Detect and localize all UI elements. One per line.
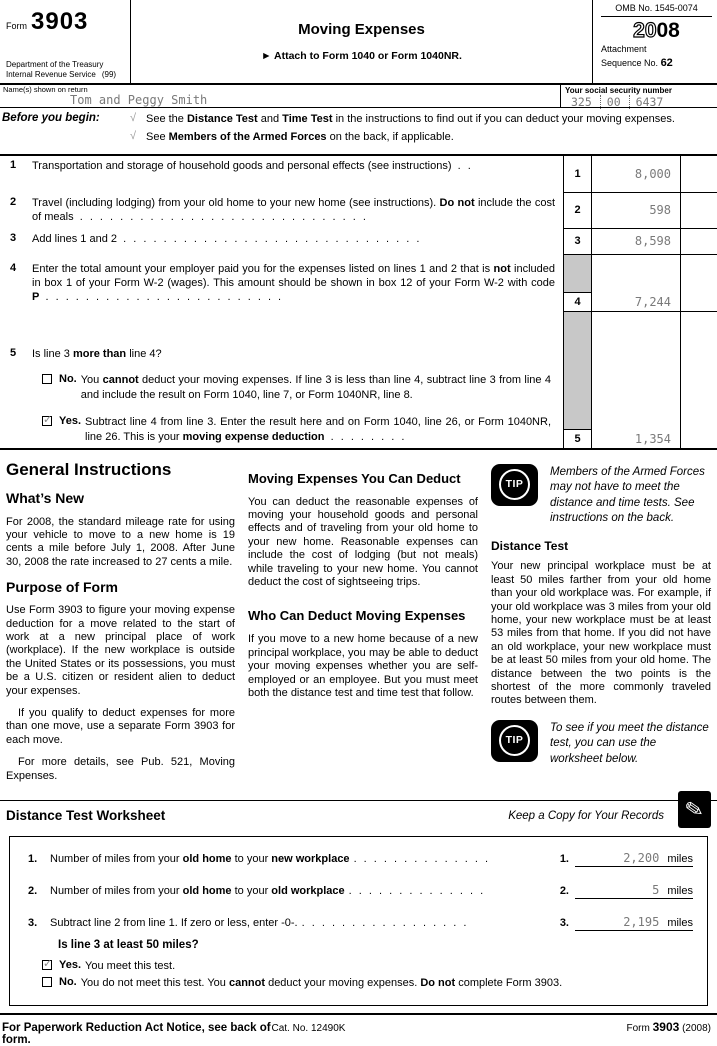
before-you-begin (0, 108, 717, 156)
omb-number: OMB No. 1545-0074 (601, 3, 712, 17)
before-label: Before you begin: (2, 112, 100, 124)
pencil-icon: ✎ (678, 791, 711, 828)
page-title: Moving Expenses (298, 21, 425, 38)
line-1-row (0, 156, 717, 193)
line-3-cents[interactable] (680, 229, 717, 254)
line-1-text: Transportation and storage of household goods and personal effects (see instructions) . . (32, 159, 473, 172)
line-3-number: 3 (10, 231, 17, 244)
deductible-expenses-heading: Moving Expenses You Can Deduct (248, 470, 461, 486)
check-icon: √ (130, 129, 137, 142)
name-field-block (0, 85, 560, 107)
before-item-1-text: See the Distance Test and Time Test in the instructions to find out if you can deduct your moving expenses. (146, 113, 675, 125)
ws-line-2-number: 2. (28, 885, 38, 898)
agency-block (6, 60, 126, 80)
line-2-right (563, 193, 717, 229)
footer-form-number: 3903 (652, 1019, 680, 1034)
arrow-right-icon: ► (261, 50, 272, 62)
tip-icon: TIP (491, 464, 538, 506)
before-item-2-text: See Members of the Armed Forces on the back, if applicable. (146, 130, 454, 143)
yes-option-text: Subtract line 4 from line 3. Enter the result here and on Form 1040, line 26, or Form 1040NR, line 26. This is your moving expense deduction . . . . . . . . (85, 415, 551, 443)
checkmark-icon: ✓ (43, 958, 53, 971)
line-2-left (0, 193, 563, 229)
no-option-text: You cannot deduct your moving expenses. If line 3 is less than line 4, subtract line 3 from line 4 and include the result on Form 1040, line 7, or Form 1040NR, line 8. (80, 373, 551, 401)
form-number-block (0, 0, 131, 83)
ws-line-1-ref: 1. (559, 853, 569, 866)
paperwork-notice: For Paperwork Reduction Act Notice, see back of form. (2, 1021, 271, 1046)
line-3-text: Add lines 1 and 2 . . . . . . . . . . . . . . . . . . . . . . . . . . . . . . (32, 232, 422, 245)
worksheet-yes-option (42, 959, 693, 974)
line-2-number: 2 (10, 195, 17, 208)
ws-line-3-number: 3. (28, 917, 38, 930)
worksheet-header (0, 795, 717, 834)
instructions-section (0, 450, 717, 792)
yes-checkbox[interactable] (42, 413, 53, 426)
check-icon: √ (130, 112, 137, 124)
line-3-amount[interactable]: 8,598 (634, 234, 671, 249)
ws-line-1-text: Number of miles from your old home to your new workplace (50, 853, 350, 866)
ws-yes-checkbox[interactable] (42, 960, 52, 970)
tip-2-text: To see if you meet the distance test, you can use the worksheet below. (550, 721, 709, 765)
ssn-label: Your social security number (565, 86, 672, 95)
miles-unit: miles (667, 885, 693, 898)
line-4-right (563, 255, 717, 312)
instructions-col-1 (6, 460, 235, 792)
checkmark-icon: ✓ (43, 413, 53, 426)
no-checkbox[interactable] (42, 374, 52, 384)
form-number: 3903 (31, 8, 89, 35)
ssn-field-block (560, 85, 717, 107)
line-3-left (0, 229, 563, 255)
ws-yes-text: You meet this test. (85, 960, 176, 973)
title-block (131, 0, 592, 83)
name-ssn-row (0, 85, 717, 108)
deductible-expenses-paragraph: You can deduct the reasonable expenses of moving your household goods and personal effects and of traveling from your old home to your new home. Reasonable expenses can include the cost of lodging (but not meals) while traveling to your new home. You cannot deduct the cost of sightseeing trips. (248, 495, 478, 589)
miles-unit: miles (667, 853, 693, 866)
tax-year (601, 19, 712, 43)
line-5-right (563, 312, 717, 448)
ssn-part-2[interactable]: 00 (600, 95, 629, 109)
worksheet-title: Distance Test Worksheet (6, 808, 166, 824)
line-5-number: 5 (10, 346, 17, 359)
line-5-question: Is line 3 more than line 4? (32, 347, 162, 360)
attach-note-text: Attach to Form 1040 or Form 1040NR. (274, 50, 462, 62)
ws-line-3-ref: 3. (559, 917, 569, 930)
line-5-cents[interactable] (680, 312, 717, 448)
yes-label: Yes. (59, 414, 82, 427)
sequence-number: 62 (660, 56, 673, 69)
who-can-deduct-heading: Who Can Deduct Moving Expenses (248, 608, 466, 624)
purpose-paragraph-1: Use Form 3903 to figure your moving expense deduction for a move related to the start of work at a new principal place of work (workplace). If the new workplace is outside the United States or its possessions, you must be a U.S. citizen or resident alien to deduct your expenses. (6, 604, 235, 697)
tip-1-text: Members of the Armed Forces may not have to meet the distance and time tests. See instructions on the back. (550, 465, 705, 525)
line-2-box: 2 (563, 193, 592, 228)
ws-line-1-amount[interactable]: 2,200 miles (575, 851, 693, 867)
line-2-amount[interactable]: 598 (649, 203, 671, 218)
tip-1 (491, 464, 711, 527)
catalog-number: Cat. No. 12490K (271, 1022, 346, 1034)
instructions-col-2 (248, 460, 478, 792)
line-2-cents[interactable] (680, 193, 717, 228)
worksheet-no-option (42, 976, 693, 991)
instructions-col-3 (491, 460, 711, 792)
line-5-left (0, 312, 563, 448)
ws-line-2-text: Number of miles from your old home to your old workplace (50, 885, 345, 898)
year-outline: 20 (633, 19, 657, 42)
line-1-right (563, 156, 717, 193)
sequence-label: Sequence No. (601, 57, 659, 68)
line-4-left (0, 255, 563, 312)
line-4-number: 4 (10, 261, 17, 274)
footer-form-word: Form (626, 1022, 650, 1034)
omb-block (592, 0, 717, 83)
ws-no-label: No. (59, 975, 77, 988)
year-solid: 08 (656, 19, 680, 42)
line-1-amount[interactable]: 8,000 (634, 166, 671, 181)
ssn-part-3[interactable]: 6437 (629, 95, 672, 109)
tip-icon: TIP (491, 720, 538, 762)
ws-no-checkbox[interactable] (42, 977, 52, 987)
line-3-row (0, 229, 717, 255)
page-footer (0, 1013, 717, 1046)
attach-note (261, 50, 462, 62)
line-4-box: 4 (563, 255, 592, 311)
keep-copy-note: Keep a Copy for Your Records (508, 810, 664, 823)
main-form-table (0, 156, 717, 450)
dot-leader: . . . . . . . . . . . . . . (348, 885, 486, 898)
dot-leader: . . (457, 159, 473, 172)
worksheet-row-1 (28, 851, 693, 867)
before-item-2 (130, 130, 713, 145)
general-instructions-heading: General Instructions (6, 459, 172, 479)
worksheet-question: Is line 3 at least 50 miles? (58, 939, 199, 952)
line-4-amount[interactable]: 7,244 (634, 294, 671, 309)
dot-leader: . . . . . . . . . . . . . . . . . . . . . . . . . . . . . . (123, 232, 422, 245)
dot-leader: . . . . . . . . . . . . . . . . . . . . . . . . . . . . . (79, 210, 368, 223)
whats-new-paragraph: For 2008, the standard mileage rate for using your vehicle to move to a new home is 19 cents a mile before July 1, 2008. After June 30, 2008 the rate increased to 27 cents a mile. (6, 515, 235, 568)
line-1-box: 1 (563, 156, 592, 192)
purpose-paragraph-3: For more details, see Pub. 521, Moving Expenses. (6, 756, 235, 782)
footer-year: (2008) (682, 1022, 711, 1034)
line-5-yes-option (42, 415, 555, 445)
ws-line-2-ref: 2. (559, 885, 569, 898)
worksheet-box (9, 836, 708, 1006)
tip-2 (491, 720, 711, 768)
no-label: No. (59, 372, 77, 385)
distance-test-paragraph: Your new principal workplace must be at least 50 miles farther from your old home than your old workplace was. For example, if your old workplace was 3 miles from your old home, your new workplace must be at least 53 miles from that home. If you did not have an old workplace, your new workplace must be at least 50 miles from your old home. The distance between the two points is the shortest of the more commonly traveled routes between them. (491, 560, 711, 707)
form-number-line (6, 8, 126, 36)
form-word: Form (6, 21, 27, 31)
agency-suffix: (99) (101, 70, 117, 79)
dot-leader: . . . . . . . . . . . . . . . . . (301, 917, 469, 930)
purpose-paragraph-2: If you qualify to deduct expenses for more than one move, use a separate Form 3903 for each move. (6, 707, 235, 746)
line-2-row (0, 193, 717, 229)
line-3-box: 3 (563, 229, 592, 254)
ws-no-text: You do not meet this test. You cannot deduct your moving expenses. Do not complete Form 3903. (80, 976, 563, 989)
line-1-left (0, 156, 563, 193)
shaded-cell (564, 255, 591, 292)
agency-line2: Internal Revenue Service (6, 70, 96, 79)
attachment-sequence (601, 44, 712, 70)
before-items (130, 112, 717, 148)
line-4-row (0, 255, 717, 312)
miles-unit: miles (667, 917, 693, 930)
line-4-cents[interactable] (680, 255, 717, 311)
line-5-row (0, 312, 717, 448)
ssn-part-1[interactable]: 325 (571, 95, 592, 109)
ws-line-3-amount[interactable]: 2,195 miles (575, 915, 693, 931)
who-can-deduct-paragraph: If you move to a new home because of a new principal workplace, you may be able to deduct your moving expenses whether you are self-employed or an employee. But you must meet both the distance test and time test that follow. (248, 633, 478, 700)
line-5-box: 5 (563, 312, 592, 448)
shaded-cell (564, 312, 591, 429)
worksheet-row-2 (28, 883, 693, 899)
attachment-label: Attachment (601, 44, 647, 54)
ws-line-1-number: 1. (28, 853, 38, 866)
distance-test-heading: Distance Test (491, 538, 569, 553)
ws-yes-label: Yes. (59, 959, 82, 972)
dot-leader: . . . . . . . . . . . . . . (353, 853, 491, 866)
form-footer-id (442, 1020, 712, 1034)
whats-new-heading: What’s New (6, 490, 85, 507)
dot-leader: . . . . . . . . (330, 430, 407, 443)
line-5-no-option (42, 373, 555, 403)
form-header (0, 0, 717, 85)
before-item-1 (130, 112, 713, 127)
line-4-text: Enter the total amount your employer paid you for the expenses listed on lines 1 and 2 that is not included in box 1 of your Form W-2 (wages). This amount should be shown in box 12 of your Form W-2 with code P . . . . . . . . . . . . . . . . . . . . . . . . (32, 262, 555, 304)
worksheet-row-3 (28, 915, 693, 931)
ssn-input[interactable] (565, 95, 713, 109)
line-2-text: Travel (including lodging) from your old home to your new home (see instructions). Do not include the cost of meals . . . . . . . . . . . . . . . . . . . . . . . . . . . . . (32, 196, 556, 223)
ws-line-2-amount[interactable]: 5 miles (575, 883, 693, 899)
line-1-cents[interactable] (680, 156, 717, 192)
dot-leader: . . . . . . . . . . . . . . . . . . . . . . . . (45, 291, 284, 304)
name-label: Name(s) shown on return (3, 85, 88, 94)
line-1-number: 1 (10, 158, 17, 171)
line-3-right (563, 229, 717, 255)
name-input[interactable]: Tom and Peggy Smith (70, 93, 208, 107)
line-5-amount[interactable]: 1,354 (634, 431, 671, 446)
purpose-of-form-heading: Purpose of Form (6, 579, 119, 596)
ws-line-3-text: Subtract line 2 from line 1. If zero or less, enter -0-. (50, 917, 298, 930)
agency-line1: Department of the Treasury (6, 60, 104, 69)
